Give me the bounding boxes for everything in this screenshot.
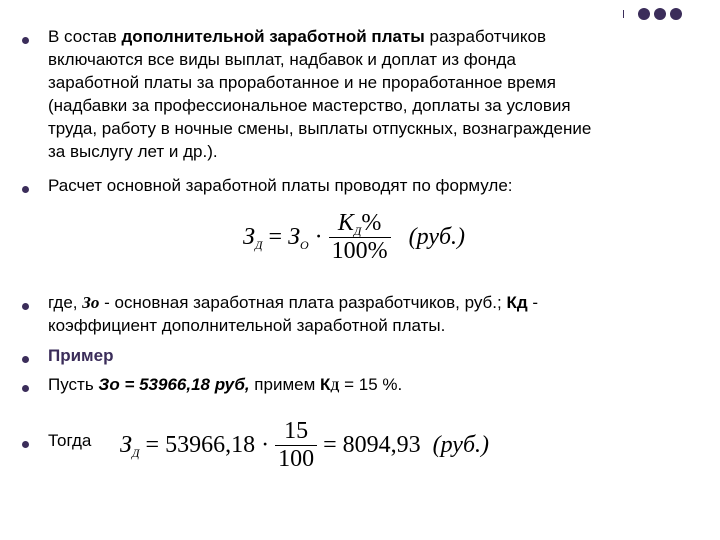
fraction-denominator: 100 xyxy=(278,446,315,472)
decoration-line xyxy=(623,10,624,18)
paragraph-then: Тогда xyxy=(48,431,92,450)
decoration-dot xyxy=(654,8,666,20)
text-line: за выслугу лет и др.). xyxy=(48,142,218,161)
bullet-icon xyxy=(22,303,29,310)
formula-additional-salary xyxy=(243,210,465,265)
fraction-numerator: $К_Д\%$ xyxy=(329,210,391,238)
bold-term: дополнительной заработной платы xyxy=(121,27,425,46)
bullet-icon xyxy=(22,385,29,392)
formula-lhs: $З_Д$ xyxy=(243,224,263,252)
decoration-dot xyxy=(670,8,682,20)
decoration-dot xyxy=(638,8,650,20)
text-line xyxy=(48,25,698,48)
text-line: включаются все виды выплат, надбавок и доплат из фонда xyxy=(48,50,516,69)
formula-dot: · xyxy=(314,224,323,250)
text-line: где, Зо - основная заработная плата разработчиков, руб.; Кд - xyxy=(48,293,539,312)
symbol-zo: Зо xyxy=(82,293,100,312)
formula-fraction xyxy=(329,210,391,265)
text-line: труда, работу в ночные смены, выплаты отпускных, вознаграждение xyxy=(48,119,592,138)
formula-base-salary: $З_О$ xyxy=(288,224,309,252)
bullet-icon xyxy=(22,441,29,448)
bullet-icon xyxy=(22,356,29,363)
text-line: коэффициент дополнительной заработной платы. xyxy=(48,316,446,335)
formula-lhs: $З_Д$ xyxy=(120,432,140,460)
formula-unit: (руб.) xyxy=(408,224,466,250)
bullet-icon xyxy=(22,37,29,44)
paragraph-example-values: Пусть Зо = 53966,18 руб, примем КД = 15 %. xyxy=(48,375,403,394)
text-span: разработчиков xyxy=(424,27,547,46)
slide-decoration xyxy=(623,8,682,20)
fraction-denominator: 100% xyxy=(331,238,388,264)
symbol-k: К xyxy=(320,375,331,394)
given-salary: Зо = 53966,18 руб, xyxy=(98,375,250,394)
formula-dot: · xyxy=(261,432,270,458)
symbol-kd: Кд xyxy=(506,293,528,312)
formula-equals: = xyxy=(268,224,283,250)
bullet-icon xyxy=(22,186,29,193)
paragraph-legend xyxy=(48,291,698,337)
example-heading: Пример xyxy=(48,346,114,365)
formula-result: = 8094,93 xyxy=(323,432,421,458)
text-span: В состав xyxy=(48,27,122,46)
text-line: (надбавки за профессиональное мастерство, доплаты за условия xyxy=(48,96,571,115)
fraction-numerator: 15 xyxy=(275,418,317,446)
formula-fraction xyxy=(275,418,317,473)
formula-base-value: = 53966,18 xyxy=(145,432,256,458)
paragraph-additional-salary xyxy=(48,25,698,163)
paragraph-formula-intro: Расчет основной заработной платы проводят по формуле: xyxy=(48,176,513,195)
text-line: заработной платы за проработанное и не проработанное время xyxy=(48,73,556,92)
formula-calculation xyxy=(120,418,489,473)
formula-unit: (руб.) xyxy=(432,432,490,458)
